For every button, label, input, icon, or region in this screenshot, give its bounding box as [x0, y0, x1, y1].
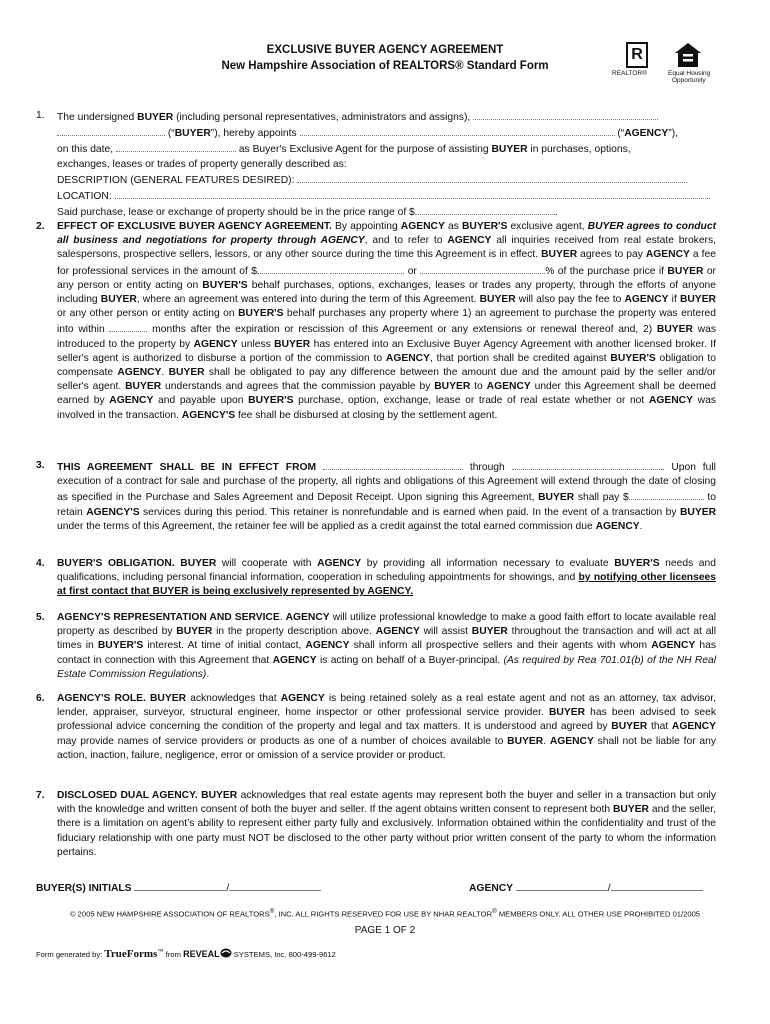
section-heading: DISCLOSED DUAL AGENCY.	[57, 790, 198, 801]
text: by notifying other licensees at first contact that BUYER is being exclusively represented by AGENCY.	[57, 572, 716, 598]
text: all inquiries received from real estate brokers, salespersons, prospective sellers, lessors, or any other source during the time this Agreement is in effect.	[57, 235, 716, 261]
text: AGENCY	[193, 338, 238, 350]
text: , that portion shall be credited against	[429, 352, 611, 364]
text: Said purchase, lease or exchange of property should be in the price range of $	[57, 207, 415, 219]
text: acknowledges that real estate agents may represent both the buyer and seller in a transaction but only with the knowledge and written consent of both the buyer and seller. If the agent obtains written consent to represent both	[57, 790, 716, 816]
agency-initials	[469, 880, 703, 894]
text: ”), hereby appoints	[210, 128, 297, 140]
text: obligation to compensate	[57, 352, 717, 379]
text: a fee for professional services in the amount of $	[57, 249, 716, 277]
text: BUYER	[679, 506, 717, 518]
text: if	[668, 294, 680, 306]
text: BUYER'S	[97, 640, 144, 652]
text: By appointing	[331, 221, 401, 232]
document-subtitle: New Hampshire Association of REALTORS® Standard Form	[221, 60, 549, 72]
text: AGENCY'S	[181, 409, 236, 421]
text: .	[554, 207, 558, 219]
text: through	[462, 462, 512, 473]
effective-through-field[interactable]	[512, 459, 662, 470]
text: AGENCY	[645, 249, 690, 261]
copyright-notice	[0, 908, 770, 919]
text: or any person or entity acting on	[57, 265, 716, 291]
text: AGENCY	[117, 367, 162, 379]
text: AGENCY	[648, 395, 693, 407]
text: , INC. ALL RIGHTS RESERVED FOR USE BY NHAR REALTOR	[274, 909, 493, 919]
text: AGENCY	[385, 352, 430, 364]
text: BUYER	[656, 324, 693, 336]
text: AGENCY	[447, 235, 492, 247]
section-6	[36, 692, 716, 763]
section-number: 6.	[36, 693, 45, 704]
agency-initials-label: AGENCY	[469, 883, 513, 894]
text: (As required by Rea 701.01(b) of the NH Real Estate Commission Regulations)	[57, 654, 716, 680]
text: LOCATION:	[57, 191, 112, 203]
section-heading: AGENCY'S ROLE.	[57, 693, 146, 704]
text: is acting on behalf of a Buyer-principal.	[316, 654, 504, 666]
text: from	[163, 950, 184, 959]
text: BUYER'S	[610, 352, 656, 364]
text: DESCRIPTION (GENERAL FEATURES DESIRED):	[57, 174, 295, 186]
section-heading: AGENCY'S REPRESENTATION AND SERVICE	[57, 612, 280, 623]
text: AGENCY	[317, 558, 362, 569]
text: under this Agreement shall be deemed earned by	[57, 381, 717, 407]
document-title: EXCLUSIVE BUYER AGENCY AGREEMENT	[266, 44, 504, 56]
text: interest. At time of initial contact,	[143, 640, 306, 652]
text: may provide names of service providers or products as one of a number of choices available to	[57, 735, 508, 747]
section-number: 3.	[36, 460, 45, 471]
text: BUYER'S	[461, 221, 508, 232]
text: as Buyer's Exclusive Agent for the purpose of assisting	[235, 144, 492, 156]
text: will also pay the fee to	[515, 294, 625, 306]
text: and payable upon	[153, 395, 249, 407]
text: that	[647, 721, 672, 733]
text: under the terms of this Agreement, the retainer fee will be applied as a credit against the total earned commission due	[57, 520, 596, 532]
text: BUYER	[612, 804, 649, 816]
text: .	[639, 520, 643, 532]
section-heading: THIS AGREEMENT SHALL BE IN EFFECT FROM	[57, 462, 317, 473]
text: % of the purchase price if	[545, 265, 668, 277]
text: AGENCY	[624, 294, 669, 306]
text: AGENCY	[486, 381, 531, 393]
text: ”),	[668, 128, 678, 140]
text: BUYER	[149, 693, 187, 704]
text: BUYER	[679, 294, 716, 306]
text: and the seller, there is a limitation on agent’s ability to represent either party fully and exclusively. Information obtained within the confidentiality and trust of the fiduciary relationship with one party must NOT be disclosed to the other party without prior written consent of the party to whom the information pertains.	[57, 804, 716, 858]
section-heading: EFFECT OF EXCLUSIVE BUYER AGENCY AGREEMENT.	[57, 221, 332, 232]
realtor-logo-caption: REALTOR®	[612, 70, 647, 77]
agency-name-field[interactable]	[300, 125, 615, 136]
section-heading: BUYER'S OBLIGATION.	[57, 558, 175, 569]
text: AGENCY	[280, 693, 325, 704]
text: in the property description above.	[212, 626, 376, 638]
text: needs and qualifications, including personal financial information, cooperation in scheduling appointments for showings, and	[57, 558, 716, 584]
equal-housing-icon	[674, 42, 702, 68]
text: BUYER	[548, 707, 586, 719]
text: BUYER agrees to conduct all business and negotiations for property through AGENCY	[57, 221, 716, 247]
reveal-swirl-icon	[220, 948, 232, 958]
text: .	[279, 612, 286, 623]
section-7	[36, 789, 716, 860]
text: AGENCY	[375, 626, 420, 638]
text: BUYER	[125, 381, 162, 393]
text: MEMBERS ONLY. ALL OTHER USE PROHIBITED 01/2005	[496, 909, 701, 919]
text: , where an agreement was entered into during the term of this Agreement.	[136, 294, 480, 306]
form-generator-credit	[36, 948, 336, 960]
equal-housing-caption-2: Opportunity	[672, 77, 706, 84]
text: BUYER	[611, 721, 648, 733]
text: AGENCY	[400, 221, 445, 232]
text: on this date,	[57, 144, 116, 156]
text: in purchases, options,	[527, 144, 631, 156]
text: BUYER	[274, 338, 311, 350]
text: has been advised to seek professional advice concerning the condition of the property and legal and tax matters. It is understood and agreed by	[57, 707, 716, 733]
text: by providing all information necessary to evaluate	[361, 558, 615, 569]
text: shall not be liable for any action, inaction, failure, negligence, error or omission of a service provider or product.	[57, 735, 716, 761]
section-number: 5.	[36, 612, 45, 623]
text: AGENCY	[272, 654, 317, 666]
text: throughout the transaction and will act at all times in	[57, 626, 717, 652]
effective-from-field[interactable]	[323, 459, 463, 470]
text: AGENCY	[624, 128, 669, 140]
section-4	[36, 557, 716, 600]
text: AGENCY	[109, 395, 154, 407]
text: has contact in connection with this Agreement that	[57, 640, 716, 666]
header-logos	[612, 42, 722, 86]
realtor-logo-icon: R	[626, 42, 648, 68]
text: BUYER	[168, 367, 205, 379]
text: AGENCY'S	[86, 506, 140, 518]
text: acknowledges that	[186, 693, 281, 704]
buyer-initials-field-2[interactable]	[229, 880, 321, 891]
text: BUYER	[491, 144, 528, 156]
text: behalf purchases, options, exchanges, leases or trades any property, through the efforts of anyone including	[57, 279, 716, 306]
fee-percent-field[interactable]	[420, 263, 545, 274]
equal-housing-caption-1: Equal Housing	[668, 70, 711, 77]
text: AGENCY	[285, 612, 330, 623]
section-number: 4.	[36, 558, 45, 569]
text: (“	[614, 128, 625, 140]
text: The undersigned	[57, 112, 138, 123]
retainer-amount-field[interactable]	[629, 489, 704, 500]
section-5	[36, 611, 716, 682]
text: (including personal representatives, administrators and assigns),	[173, 112, 471, 123]
text: as	[444, 221, 462, 232]
text: BUYER'S	[202, 279, 248, 291]
text: BUYER	[434, 381, 471, 393]
text: exclusive agent,	[507, 221, 588, 232]
text: .	[206, 668, 210, 680]
text: will utilize professional knowledge to make a good faith effort to locate available real property as described by	[57, 612, 716, 638]
text: BUYER	[541, 249, 578, 261]
text: services during this period. This retainer is nonrefundable and is earned when paid. In the event of a transaction by	[139, 506, 680, 518]
text: BUYER	[471, 626, 508, 638]
text: BUYER'S	[248, 395, 294, 407]
section-3	[36, 459, 716, 534]
text: BUYER	[137, 112, 174, 123]
text: or any other person or entity acting on	[57, 308, 239, 320]
text: SYSTEMS, Inc. 800-499-9612	[231, 950, 336, 959]
buyer-initials	[36, 880, 321, 894]
text: AGENCY	[595, 520, 640, 532]
text: shall be obligated to pay any difference between the amount due and the amount paid by the seller and/or seller's agent.	[57, 367, 716, 393]
months-field[interactable]	[109, 321, 147, 332]
text: has entered into an Exclusive Buyer Agency Agreement with another licensed broker. If seller's agent is authorized to disburse a portion of the commission to	[57, 338, 716, 364]
text: (“	[165, 128, 175, 140]
text: is being retained solely as a real estate agent and not as an attorney, tax advisor, lender, appraiser, surveyor, structural engineer, home inspector or other professional service provider.	[57, 693, 716, 719]
separator: /	[607, 883, 611, 894]
section-number: 1.	[36, 110, 45, 121]
text: fee shall be disbursed at closing by the settlement agent.	[235, 409, 498, 421]
section-number: 2.	[36, 221, 45, 232]
text: AGENCY	[549, 735, 594, 747]
text: BUYER	[174, 128, 211, 140]
text: to	[470, 381, 487, 393]
text: ®	[269, 908, 275, 915]
text: or	[404, 265, 421, 277]
text: was introduced to the property by	[57, 324, 716, 350]
text: understands and agrees that the commission payable by	[161, 381, 435, 393]
text: BUYER	[201, 790, 238, 801]
text: BUYER	[667, 265, 704, 277]
agency-initials-field-2[interactable]	[611, 880, 703, 891]
text: purchase, option, exchange, lease or trade of real estate whether or not	[293, 395, 649, 407]
text: will cooperate with	[216, 558, 318, 569]
agency-initials-field-1[interactable]	[516, 880, 608, 891]
text: ®	[492, 908, 497, 915]
text: shall inform all prospective sellers and their agents with whom	[349, 640, 652, 652]
section-2	[36, 220, 716, 423]
text: Form generated by:	[36, 950, 105, 959]
separator: /	[226, 883, 230, 894]
buyer-initials-label: BUYER(S) INITIALS	[36, 883, 132, 894]
text: .	[543, 735, 550, 747]
text: months after the expiration or rescission of this Agreement or any extensions or renewal thereof and, 2)	[147, 324, 657, 336]
text: BUYER	[176, 626, 213, 638]
text: BUYER	[538, 492, 575, 504]
agreement-date-field[interactable]	[116, 141, 236, 152]
text: . Upon full execution of a contract for sale and purchase of the property, all rights and obligations of this Agreement will extend through the date of closing as specified in the Purchase and Sales Agreement and Deposit Receipt. Upon signing this Agreement,	[57, 462, 716, 504]
text: BUYER	[180, 558, 217, 569]
text: will assist	[419, 626, 472, 638]
price-range-field[interactable]	[415, 204, 555, 215]
reveal-logo: REVEAL	[183, 949, 220, 959]
section-1	[36, 109, 716, 220]
fee-amount-field-continued[interactable]	[330, 263, 404, 274]
text: BUYER	[100, 294, 137, 306]
text: AGENCY	[651, 640, 696, 652]
text: AGENCY	[305, 640, 350, 652]
text: BUYER'S	[614, 558, 660, 569]
section-number: 7.	[36, 790, 45, 801]
text: , and to refer to	[364, 235, 448, 247]
description-field[interactable]	[297, 172, 687, 183]
trueforms-logo: TrueForms	[104, 948, 158, 960]
buyer-initials-field-1[interactable]	[134, 880, 226, 891]
text: exchanges, leases or trades of property generally described as:	[57, 158, 347, 170]
text: © 2005 NEW HAMPSHIRE ASSOCIATION OF REALTORS	[69, 909, 270, 919]
text: BUYER'S	[238, 308, 284, 320]
page-number: PAGE 1 OF 2	[354, 925, 416, 936]
text: to retain	[57, 492, 717, 518]
buyer-name-field[interactable]	[473, 109, 658, 120]
location-field[interactable]	[115, 188, 710, 199]
fee-amount-field[interactable]	[257, 263, 327, 274]
text: unless	[237, 338, 275, 350]
text: was involved in the transaction.	[57, 395, 716, 421]
text: BUYER	[479, 294, 516, 306]
text: BUYER	[507, 735, 544, 747]
text: .	[161, 367, 169, 379]
text: AGENCY	[671, 721, 716, 733]
text: ™	[157, 948, 164, 956]
buyer-name-field-continued[interactable]	[57, 125, 165, 136]
text: shall pay $	[574, 492, 629, 504]
text: behalf purchases any property where 1) an agreement to purchase the property was entered into within	[57, 308, 716, 336]
text: agrees to pay	[577, 249, 646, 261]
